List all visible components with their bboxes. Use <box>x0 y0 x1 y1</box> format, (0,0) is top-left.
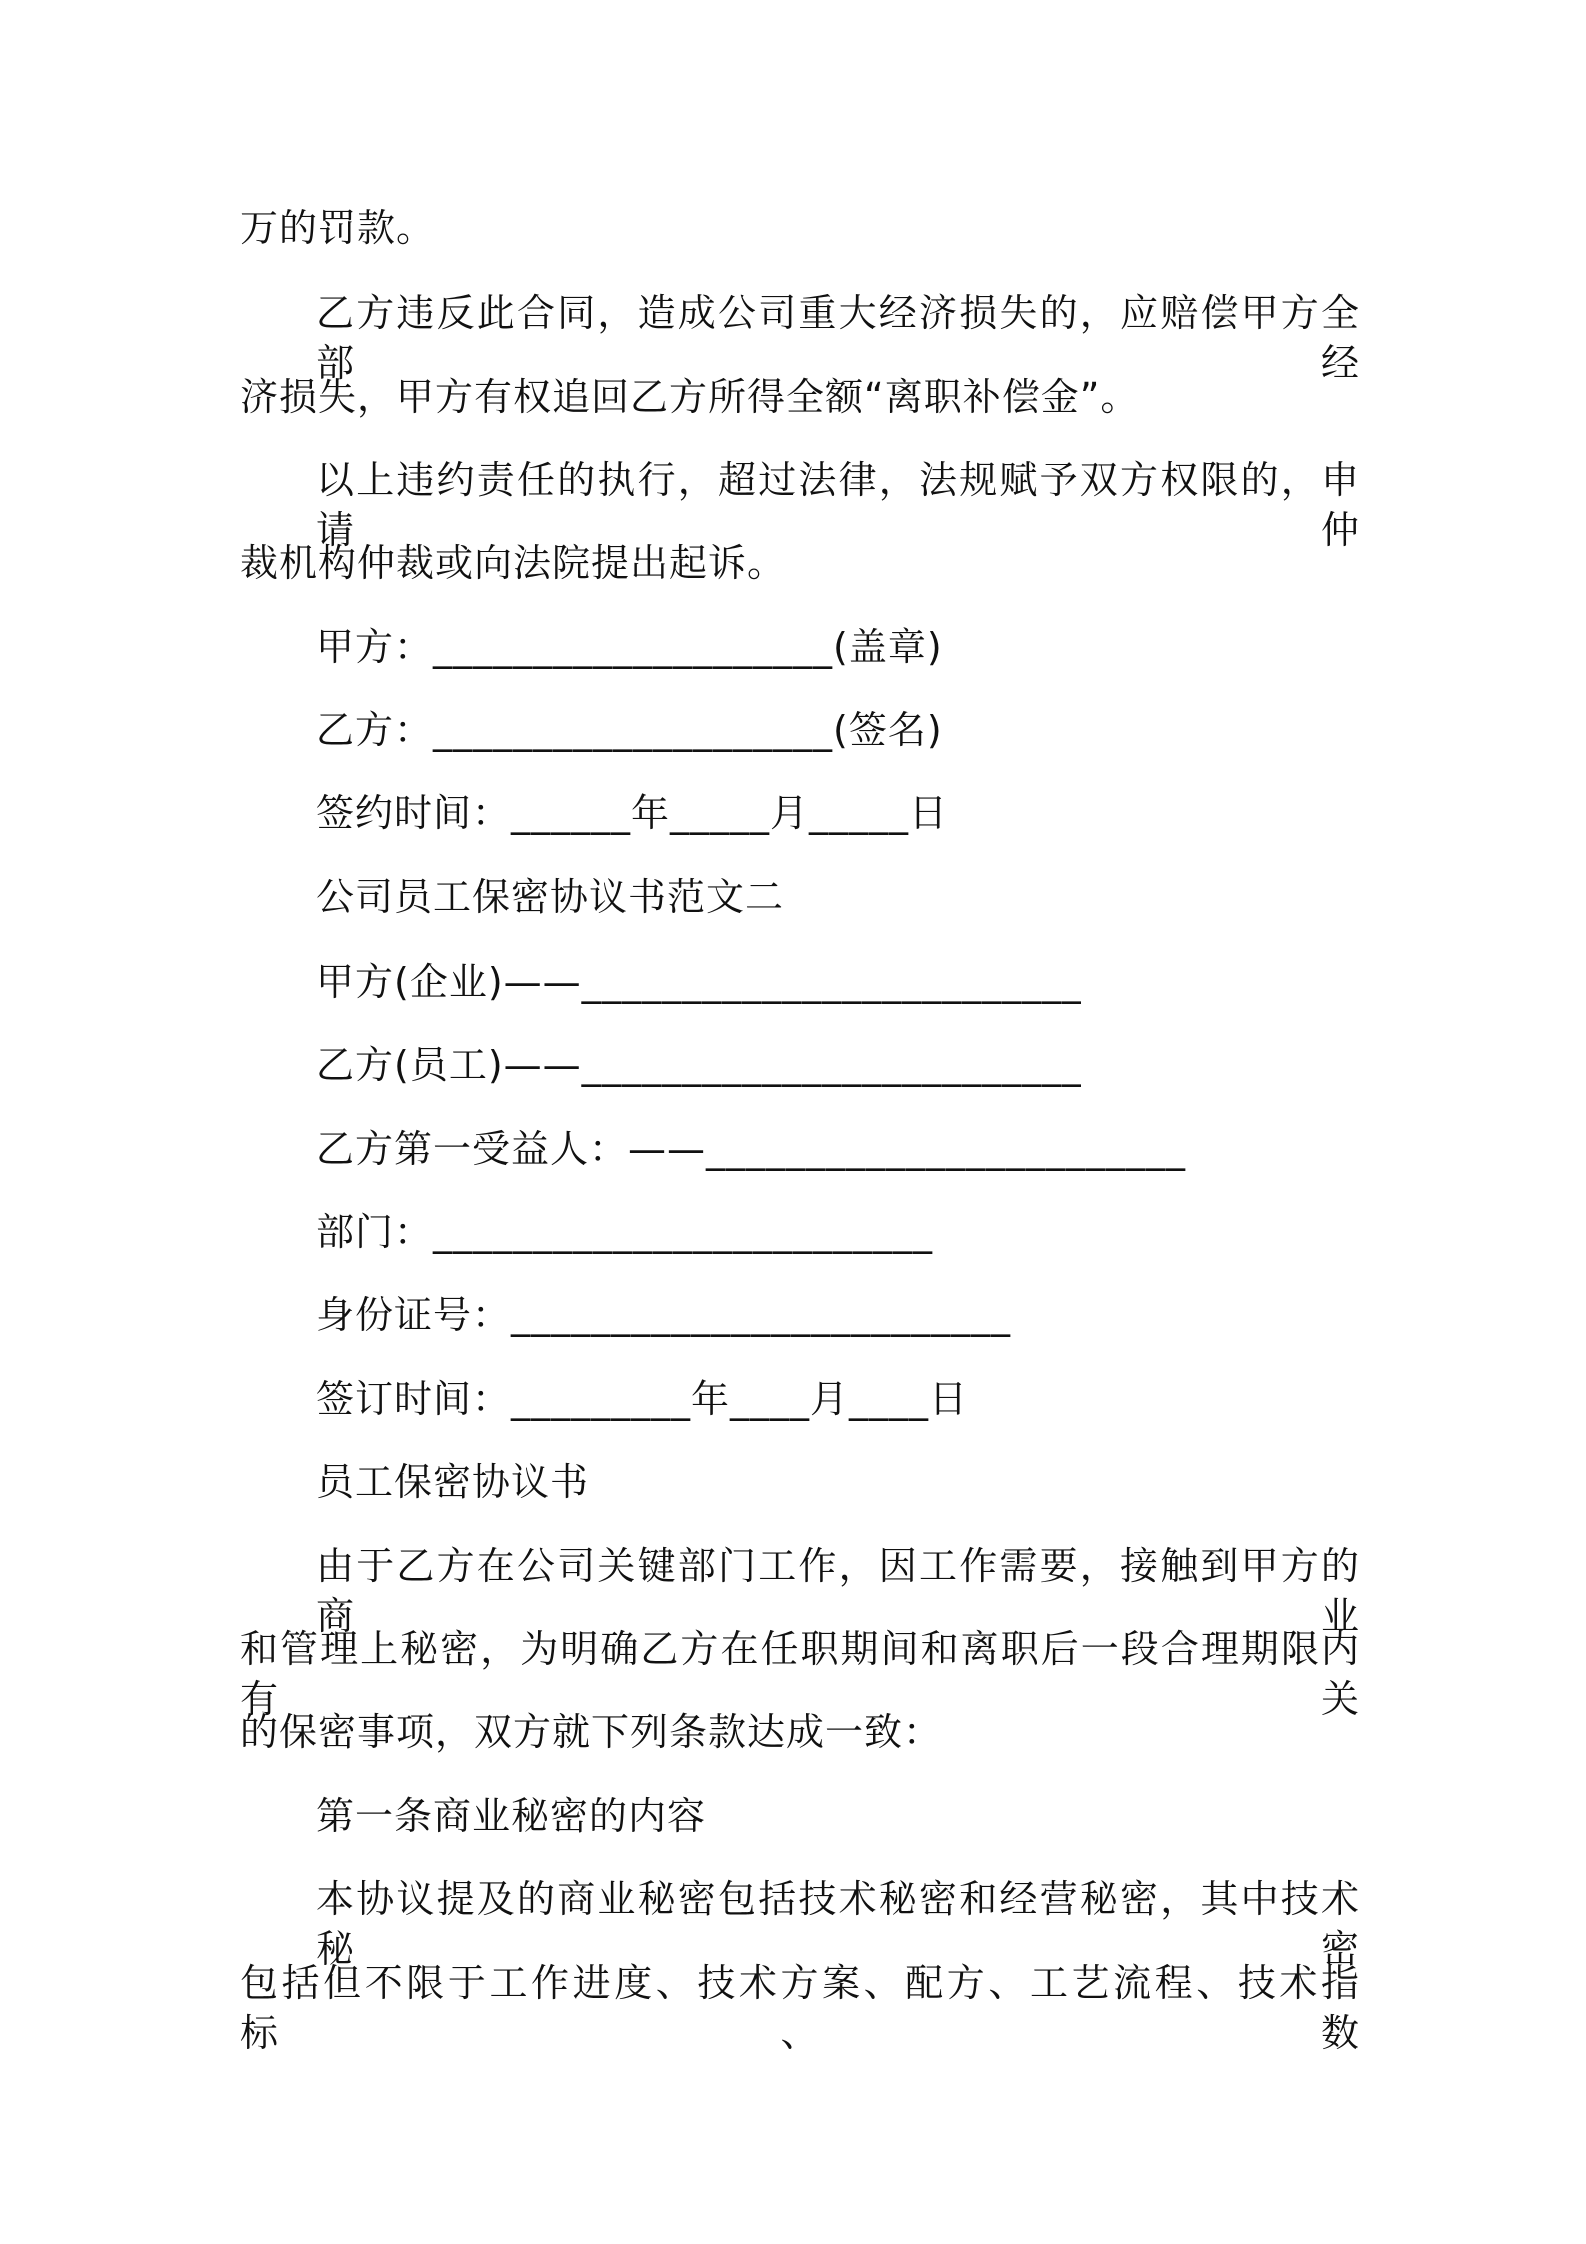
paragraph-line: 乙方违反此合同，造成公司重大经济损失的，应赔偿甲方全部经 <box>316 291 1360 385</box>
paragraph-line: 以上违约责任的执行，超过法律，法规赋予双方权限的，申请仲 <box>316 458 1360 552</box>
paragraph-line: 本协议提及的商业秘密包括技术秘密和经营秘密，其中技术秘密 <box>316 1877 1360 1971</box>
text-line: 的保密事项，双方就下列条款达成一致： <box>240 1710 943 1754</box>
text-line: 济损失，甲方有权追回乙方所得全额“离职补偿金”。 <box>240 375 1140 419</box>
text-line: 裁机构仲裁或向法院提出起诉。 <box>240 541 787 585</box>
section-title: 公司员工保密协议书范文二 <box>316 875 785 919</box>
beneficiary-line: 乙方第一受益人：——________________________ <box>316 1127 1187 1171</box>
party-a-enterprise-line: 甲方(企业)——_________________________ <box>316 960 1082 1004</box>
party-a-seal-line: 甲方：____________________(盖章) <box>316 625 943 669</box>
article-heading: 第一条商业秘密的内容 <box>316 1794 707 1838</box>
signing-date-line: 签约时间：______年_____月_____日 <box>316 791 949 835</box>
id-number-line: 身份证号：_________________________ <box>316 1293 1012 1337</box>
paragraph-line: 由于乙方在公司关键部门工作，因工作需要，接触到甲方的商业 <box>316 1544 1360 1638</box>
signed-date-line: 签订时间：_________年____月____日 <box>316 1377 969 1421</box>
text-line: 万的罚款。 <box>240 206 436 250</box>
paragraph-line: 包括但不限于工作进度、技术方案、配方、工艺流程、技术指标、数 <box>240 1961 1360 2055</box>
party-b-sign-line: 乙方：____________________(签名) <box>316 708 943 752</box>
agreement-title: 员工保密协议书 <box>316 1460 590 1504</box>
paragraph-line: 和管理上秘密，为明确乙方在任职期间和离职后一段合理期限内有关 <box>240 1627 1360 1721</box>
department-line: 部门：_________________________ <box>316 1210 934 1254</box>
party-b-employee-line: 乙方(员工)——_________________________ <box>316 1043 1082 1087</box>
